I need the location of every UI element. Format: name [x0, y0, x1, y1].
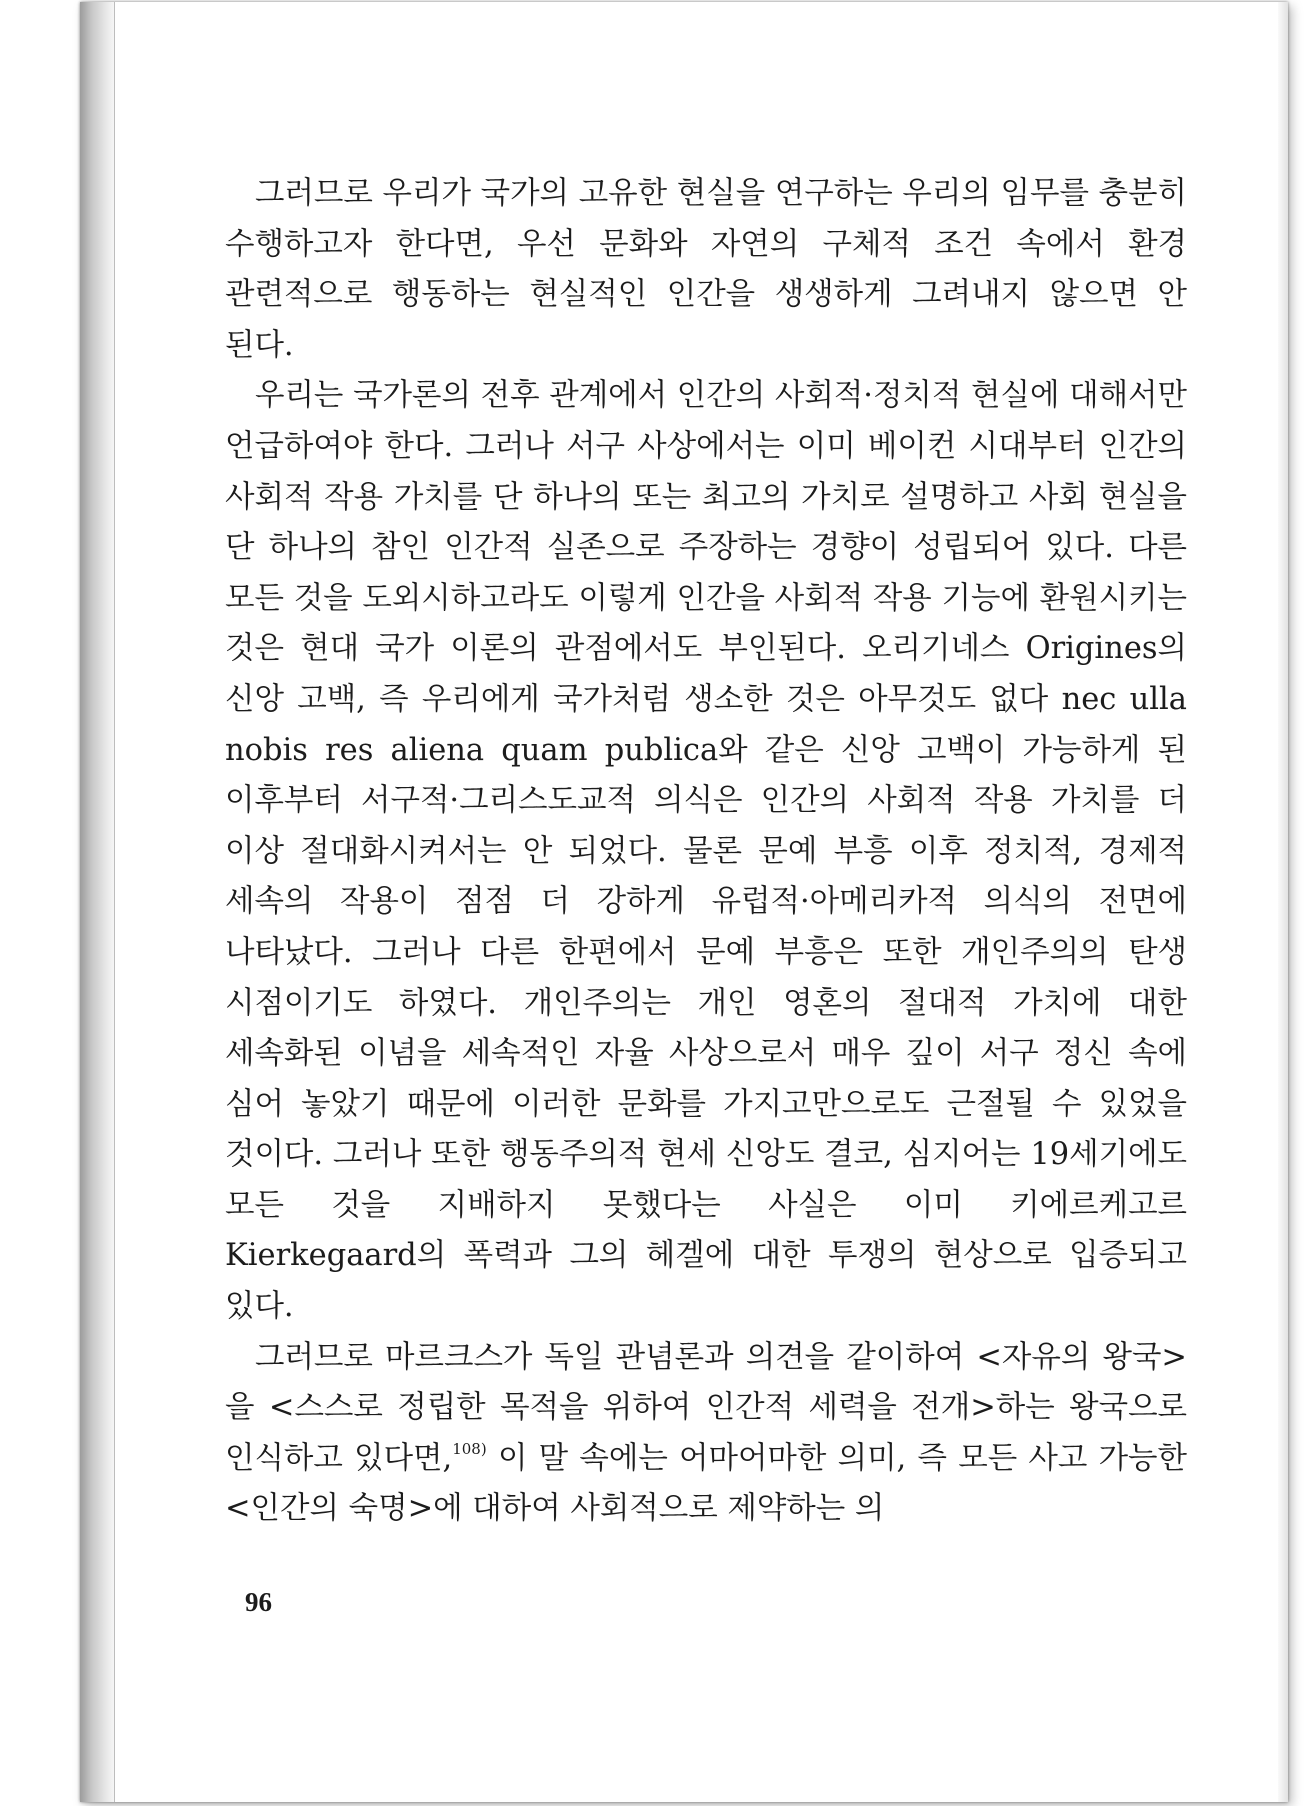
- paragraph-2: 우리는 국가론의 전후 관계에서 인간의 사회적·정치적 현실에 대해서만 언급하여야 한다. 그러나 서구 사상에서는 이미 베이컨 시대부터 인간의 사회적 작용 가치를 단 하나의 또는 최고의 가치로 설명하고 사회 현실을 단 하나의 참인 인간적 실존으로 주장하는 경향이 성립되어 있다. 다른 모든 것을 도외시하고라도 이렇게 인간을 사회적 작용 기능에 환원시키는 것은 현대 국가 이론의 관점에서도 부인된다. 오리기네스 Origines의 신앙 고백, 즉 우리에게 국가처럼 생소한 것은 아무것도 없다 nec ulla nobis res aliena quam publica와 같은 신앙 고백이 가능하게 된 이후부터 서구적·그리스도교적 의식은 인간의 사회적 작용 가치를 더 이상 절대화시켜서는 안 되었다. 물론 문예 부흥 이후 정치적, 경제적 세속의 작용이 점점 더 강하게 유럽적·아메리카적 의식의 전면에 나타났다. 그러나 다른 한편에서 문예 부흥은 또한 개인주의의 탄생 시점이기도 하였다. 개인주의는 개인 영혼의 절대적 가치에 대한 세속화된 이념을 세속적인 자율 사상으로서 매우 깊이 서구 정신 속에 심어 놓았기 때문에 이러한 문화를 가지고만으로도 근절될 수 있었을 것이다. 그러나 또한 행동주의적 현세 신앙도 결코, 심지어는 19세기에도 모든 것을 지배하지 못했다는 사실은 이미 키에르케고르 Kierkegaard의 폭력과 그의 헤겔에 대한 투쟁의 현상으로 입증되고 있다.: [225, 378, 1187, 1325]
- paragraph-3-part-1: 그러므로 마르크스가 독일 관념론과 의견을 같이하여 <자유의 왕국>을 <스스로 정립한 목적을 위하여 인간적 세력을 전개>하는 왕국으로 인식하고 있다면,: [225, 1339, 1187, 1476]
- footnote-reference: 108): [452, 1439, 487, 1458]
- book-page: [80, 2, 1288, 1802]
- paragraph-3-part-2: 이 말 속에는 어마어마한 의미, 즉 모든 사고 가능한 <인간의 숙명>에 대하여 사회적으로 제약하는 의: [225, 1440, 1187, 1527]
- paragraph-3: [225, 1333, 1187, 1535]
- body-text: [225, 169, 1187, 1535]
- paragraph-1: 그러므로 우리가 국가의 고유한 현실을 연구하는 우리의 임무를 충분히 수행하고자 한다면, 우선 문화와 자연의 구체적 조건 속에서 환경 관련적으로 행동하는 현실적인 인간을 생생하게 그려내지 않으면 안 된다.: [225, 176, 1187, 363]
- page-edge: [1278, 2, 1288, 1802]
- page-number: 96: [245, 1587, 272, 1617]
- book-spine: [80, 2, 115, 1802]
